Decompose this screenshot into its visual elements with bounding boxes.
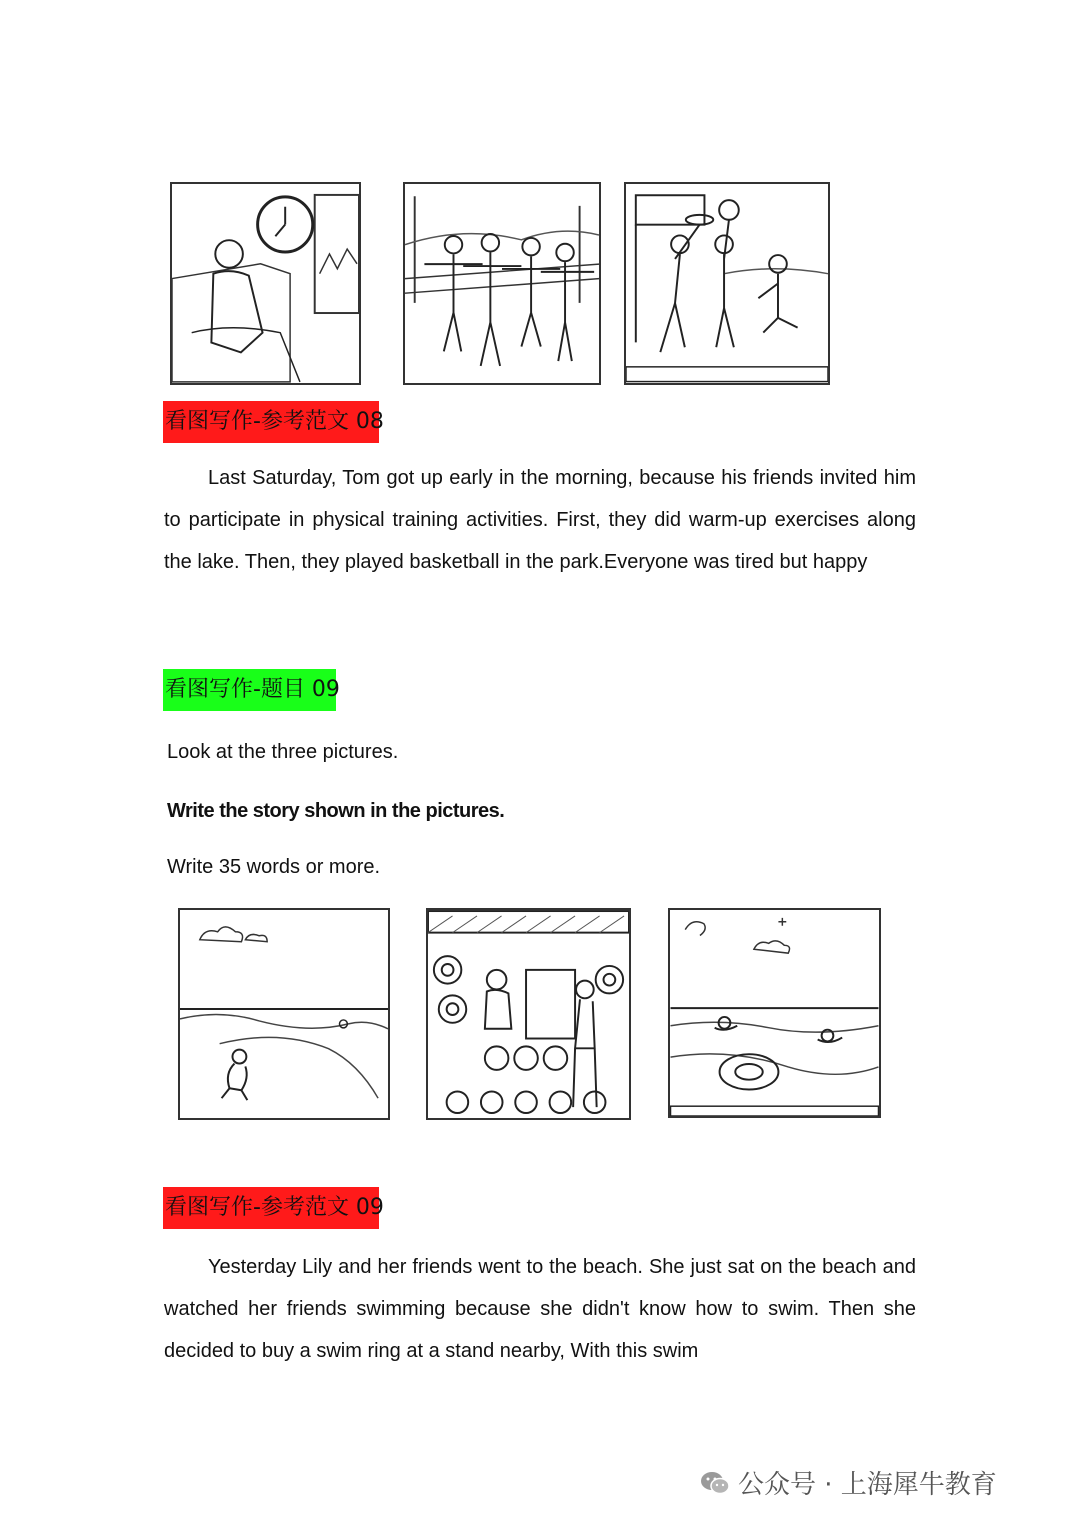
sample-09-text: Yesterday Lily and her friends went to the beach. She just sat on the beach and watched her friends swimming because she didn't know how to swim. Then she decided to buy a swim ring at a stand nearby, With this swim bbox=[164, 1256, 916, 1362]
sample-08-text: Last Saturday, Tom got up early in the morning, because his friends invited him to participate in physical training activities. First, they did warm-up exercises along the lake. Then, they played basketball in the park.Everyone was tired but happy bbox=[164, 467, 916, 573]
beach-sitting-illustration bbox=[180, 910, 388, 1118]
picture-wake-up bbox=[170, 182, 361, 385]
footer-watermark bbox=[700, 1464, 997, 1501]
picture-swim-ring-stand bbox=[426, 908, 631, 1120]
basketball-illustration bbox=[626, 184, 828, 383]
sample-08-paragraph bbox=[164, 457, 916, 583]
task-line-write-story: Write the story shown in the pictures. bbox=[167, 800, 505, 822]
footer-text: 公众号 · 上海犀牛教育 bbox=[738, 1470, 997, 1500]
sample-09-label: 看图写作-参考范文 09 bbox=[163, 1187, 379, 1229]
task-line-look: Look at the three pictures. bbox=[167, 741, 399, 763]
sample-09-paragraph bbox=[164, 1246, 916, 1372]
cloud-icon bbox=[200, 927, 243, 942]
picture-basketball bbox=[624, 182, 830, 385]
wake-up-illustration bbox=[172, 184, 359, 383]
swim-ring-stand-illustration bbox=[428, 910, 629, 1118]
picture-warm-up-exercises bbox=[403, 182, 601, 385]
task-line-word-count: Write 35 words or more. bbox=[167, 856, 381, 878]
warm-up-illustration bbox=[405, 184, 599, 383]
picture-swimming bbox=[668, 908, 881, 1118]
sample-08-label: 看图写作-参考范文 08 bbox=[163, 401, 379, 443]
cloud-icon bbox=[754, 941, 790, 953]
topic-09-label: 看图写作-题目 09 bbox=[163, 669, 336, 711]
swimming-illustration bbox=[670, 910, 879, 1116]
picture-beach-sitting bbox=[178, 908, 390, 1120]
basketball-icon bbox=[719, 200, 739, 220]
wechat-icon bbox=[700, 1470, 730, 1496]
